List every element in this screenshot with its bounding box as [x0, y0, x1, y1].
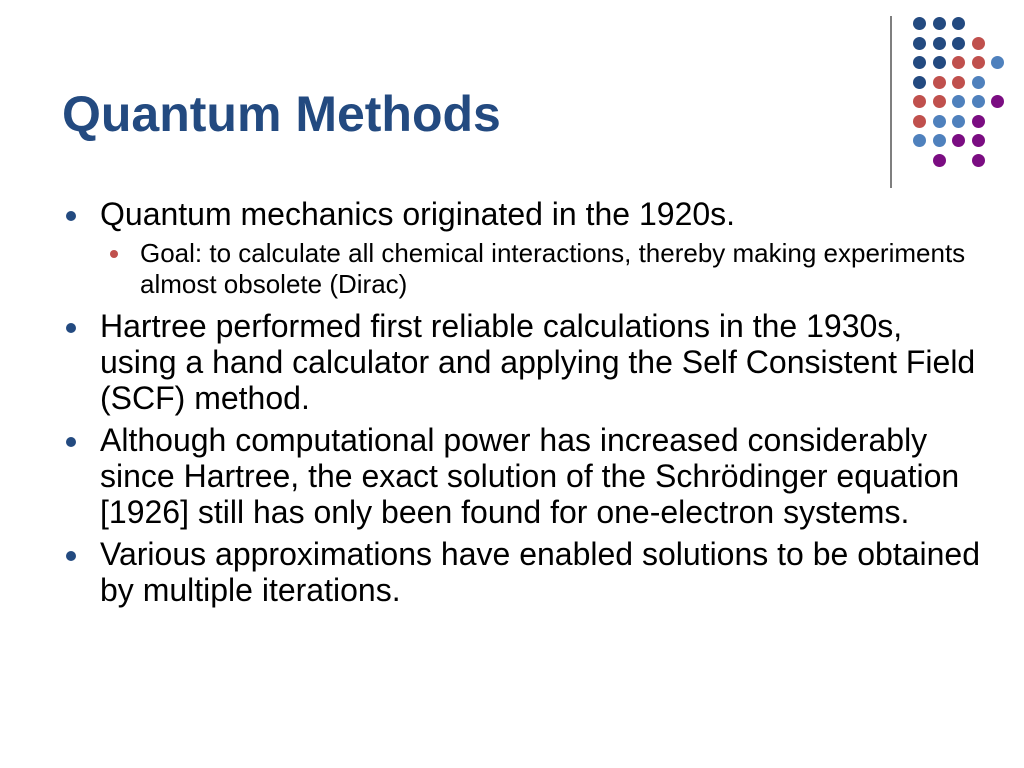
decorative-dot — [933, 134, 946, 147]
decorative-dot — [933, 95, 946, 108]
sub-bullet-text: Goal: to calculate all chemical interactions, thereby making experiments almost obsolete (Dirac) — [140, 238, 966, 299]
decorative-dot — [952, 95, 965, 108]
decorative-dot — [933, 154, 946, 167]
bullet-text: Although computational power has increased considerably since Hartree, the exact solution of the Schrödinger equation [1926] still has only been found for one-electron systems. — [100, 422, 960, 530]
bullet-item — [100, 536, 980, 608]
decorative-dot — [913, 76, 926, 89]
decorative-dot — [913, 56, 926, 69]
bullet-list — [100, 196, 980, 614]
bullet-dot-icon — [66, 437, 76, 447]
bullet-text: Quantum mechanics originated in the 1920s. — [100, 196, 736, 232]
decorative-dot — [933, 115, 946, 128]
decorative-dot — [933, 56, 946, 69]
bullet-dot-icon — [66, 323, 76, 333]
bullet-text: Hartree performed first reliable calculations in the 1930s, using a hand calculator and applying the Self Consistent Field (SCF) method. — [100, 308, 976, 416]
bullet-item — [100, 196, 980, 300]
sub-bullet-dot-icon — [110, 250, 118, 258]
decorative-dot — [952, 37, 965, 50]
decorative-dot — [913, 37, 926, 50]
bullet-dot-icon — [66, 551, 76, 561]
decorative-dot — [913, 134, 926, 147]
decorative-dot — [913, 115, 926, 128]
sub-bullet-list — [100, 238, 980, 300]
decorative-dot — [972, 115, 985, 128]
bullet-item — [100, 308, 980, 416]
decorative-dot — [972, 134, 985, 147]
decorative-dot — [991, 56, 1004, 69]
decorative-dot — [952, 115, 965, 128]
bullet-dot-icon — [66, 211, 76, 221]
decorative-dot — [972, 37, 985, 50]
decorative-dot — [933, 76, 946, 89]
decorative-dot — [991, 95, 1004, 108]
slide-title: Quantum Methods — [62, 86, 501, 142]
decorative-dot — [972, 95, 985, 108]
decorative-dot — [952, 17, 965, 30]
decorative-dot — [913, 95, 926, 108]
decorative-dot — [933, 17, 946, 30]
bullet-text: Various approximations have enabled solutions to be obtained by multiple iterations. — [100, 536, 980, 608]
decorative-dot — [972, 154, 985, 167]
sub-bullet-item — [140, 238, 980, 300]
decorative-dot — [952, 76, 965, 89]
title-divider-line — [890, 16, 892, 188]
decorative-dot — [972, 56, 985, 69]
decorative-dot — [972, 76, 985, 89]
bullet-item — [100, 422, 980, 530]
decorative-dot — [933, 37, 946, 50]
decorative-dot — [952, 134, 965, 147]
decorative-dot — [913, 17, 926, 30]
decorative-dot — [952, 56, 965, 69]
